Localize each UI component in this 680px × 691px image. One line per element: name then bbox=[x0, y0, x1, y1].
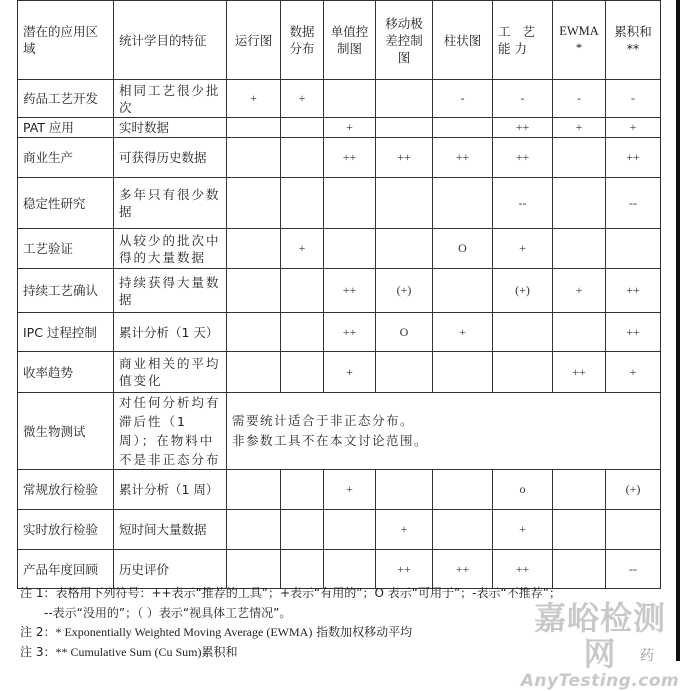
row-feature: 多年只有很少数据 bbox=[114, 178, 227, 229]
cell-symbol bbox=[281, 118, 324, 138]
cell-symbol: + bbox=[553, 269, 606, 313]
note-1-line-2: --表示“没用的”；（ ）表示“视具体工艺情况”。 bbox=[44, 605, 292, 620]
right-edge-bar bbox=[676, 0, 680, 661]
table-row bbox=[18, 269, 661, 313]
table-row bbox=[18, 313, 661, 352]
cell-symbol bbox=[281, 313, 324, 352]
cell-symbol: ++ bbox=[376, 138, 433, 178]
row-feature: 累计分析（1 周） bbox=[114, 470, 227, 510]
row-area: IPC 过程控制 bbox=[18, 313, 114, 352]
row-area: 常规放行检验 bbox=[18, 470, 114, 510]
cell-symbol bbox=[553, 138, 606, 178]
cell-symbol bbox=[433, 470, 493, 510]
table-row bbox=[18, 80, 661, 118]
watermark-corner-logo: 药 bbox=[640, 648, 654, 664]
cell-symbol: + bbox=[606, 352, 661, 393]
note-1-line-1 bbox=[20, 584, 561, 604]
cell-symbol: - bbox=[493, 80, 553, 118]
cell-symbol: ++ bbox=[433, 550, 493, 589]
cell-symbol: + bbox=[324, 118, 376, 138]
cell-symbol: (+) bbox=[493, 269, 553, 313]
table-row bbox=[18, 470, 661, 510]
cell-symbol bbox=[324, 178, 376, 229]
cell-symbol: + bbox=[281, 229, 324, 269]
cell-symbol bbox=[433, 269, 493, 313]
cell-symbol bbox=[227, 510, 281, 550]
cell-symbol: -- bbox=[606, 550, 661, 589]
row-feature: 商业相关的平均值变化 bbox=[114, 352, 227, 393]
cell-symbol bbox=[227, 313, 281, 352]
row-area: 收率趋势 bbox=[18, 352, 114, 393]
row-feature: 短时间大量数据 bbox=[114, 510, 227, 550]
cell-symbol bbox=[227, 352, 281, 393]
note-2-chinese: 指数加权移动平均 bbox=[312, 625, 413, 639]
note-3-english: ** Cumulative Sum (Cu Sum) bbox=[55, 644, 202, 659]
header-process-capability: 工 艺 能力 bbox=[493, 1, 553, 80]
row-feature: 持续获得大量数据 bbox=[114, 269, 227, 313]
note-2 bbox=[20, 623, 561, 643]
note-1-prefix: 注 1： bbox=[20, 586, 56, 600]
cell-symbol: (+) bbox=[606, 470, 661, 510]
row-area: 工艺验证 bbox=[18, 229, 114, 269]
cell-symbol: O bbox=[376, 313, 433, 352]
cell-symbol bbox=[281, 470, 324, 510]
note-3-chinese: 累积和 bbox=[201, 644, 238, 659]
cell-symbol: ++ bbox=[553, 352, 606, 393]
cell-symbol bbox=[606, 229, 661, 269]
table-row bbox=[18, 178, 661, 229]
cell-symbol bbox=[324, 229, 376, 269]
cell-symbol bbox=[553, 178, 606, 229]
cell-symbol bbox=[376, 80, 433, 118]
merged-note-line-1: 需要统计适合于非正态分布。 bbox=[232, 413, 415, 428]
row-area: 微生物测试 bbox=[18, 393, 114, 470]
watermark-chinese: 嘉峪检测网 bbox=[533, 599, 666, 673]
cell-symbol: + bbox=[606, 118, 661, 138]
cell-symbol bbox=[553, 229, 606, 269]
header-statistical-purpose: 统计学目的特征 bbox=[114, 1, 227, 80]
cell-symbol: ++ bbox=[493, 550, 553, 589]
cell-symbol bbox=[281, 178, 324, 229]
row-area: PAT 应用 bbox=[18, 118, 114, 138]
cell-symbol bbox=[606, 510, 661, 550]
cell-symbol: ++ bbox=[493, 118, 553, 138]
row-feature: 可获得历史数据 bbox=[114, 138, 227, 178]
cell-symbol: ++ bbox=[324, 313, 376, 352]
cell-symbol: -- bbox=[606, 178, 661, 229]
row-area: 产品年度回顾 bbox=[18, 550, 114, 589]
cell-symbol: + bbox=[493, 229, 553, 269]
cell-symbol: + bbox=[324, 470, 376, 510]
cell-symbol bbox=[433, 178, 493, 229]
cell-symbol bbox=[553, 313, 606, 352]
cell-symbol bbox=[553, 470, 606, 510]
cell-symbol bbox=[433, 352, 493, 393]
table-row bbox=[18, 118, 661, 138]
cell-symbol: (+) bbox=[376, 269, 433, 313]
cell-symbol: ++ bbox=[606, 313, 661, 352]
header-cusum: 累积和 ** bbox=[606, 1, 661, 80]
cell-symbol: + bbox=[376, 510, 433, 550]
cell-symbol bbox=[227, 229, 281, 269]
watermark-english: AnyTesting.com bbox=[520, 671, 680, 691]
header-ewma: EWMA * bbox=[553, 1, 606, 80]
note-2-english: * Exponentially Weighted Moving Average (EWMA) bbox=[55, 625, 313, 639]
header-run-chart: 运行图 bbox=[227, 1, 281, 80]
watermark bbox=[520, 600, 680, 690]
header-application-area: 潜在的应用区域 bbox=[18, 1, 114, 80]
cell-symbol bbox=[493, 352, 553, 393]
cell-symbol: ++ bbox=[324, 269, 376, 313]
cell-symbol: + bbox=[553, 118, 606, 138]
row-feature: 对任何分析均有滞后性（1 周）；在物料中不是非正态分布 bbox=[114, 393, 227, 470]
cell-symbol: ++ bbox=[493, 138, 553, 178]
row-area: 实时放行检验 bbox=[18, 510, 114, 550]
cell-symbol bbox=[376, 470, 433, 510]
cell-symbol: -- bbox=[493, 178, 553, 229]
statistical-tools-table bbox=[17, 0, 661, 589]
table-row bbox=[18, 138, 661, 178]
cell-symbol: O bbox=[433, 229, 493, 269]
cell-symbol bbox=[376, 118, 433, 138]
header-individual-control-chart: 单值控制图 bbox=[324, 1, 376, 80]
cell-symbol: + bbox=[493, 510, 553, 550]
cell-symbol: o bbox=[493, 470, 553, 510]
header-moving-range-chart: 移动极差控制图 bbox=[376, 1, 433, 80]
cell-symbol bbox=[376, 178, 433, 229]
cell-symbol bbox=[227, 118, 281, 138]
cell-symbol bbox=[227, 138, 281, 178]
row-area: 药品工艺开发 bbox=[18, 80, 114, 118]
cell-symbol: - bbox=[606, 80, 661, 118]
note-3 bbox=[20, 643, 561, 663]
cell-symbol bbox=[553, 510, 606, 550]
header-histogram: 柱状图 bbox=[433, 1, 493, 80]
header-data-distribution: 数据分布 bbox=[281, 1, 324, 80]
cell-symbol: ++ bbox=[606, 269, 661, 313]
cell-symbol bbox=[281, 550, 324, 589]
note-3-prefix: 注 3： bbox=[20, 644, 56, 659]
cell-symbol bbox=[324, 550, 376, 589]
note-2-prefix: 注 2： bbox=[20, 625, 56, 639]
cell-symbol: - bbox=[433, 80, 493, 118]
cell-symbol bbox=[227, 269, 281, 313]
cell-symbol bbox=[493, 313, 553, 352]
table-notes bbox=[20, 584, 561, 662]
row-feature: 历史评价 bbox=[114, 550, 227, 589]
cell-symbol: ++ bbox=[376, 550, 433, 589]
cell-symbol bbox=[376, 352, 433, 393]
row-feature: 相同工艺很少批次 bbox=[114, 80, 227, 118]
cell-symbol: + bbox=[324, 352, 376, 393]
cell-symbol: ++ bbox=[606, 138, 661, 178]
merged-note-cell bbox=[227, 393, 661, 470]
cell-symbol bbox=[376, 229, 433, 269]
cell-symbol: - bbox=[553, 80, 606, 118]
cell-symbol: + bbox=[433, 313, 493, 352]
table-row bbox=[18, 550, 661, 589]
cell-symbol bbox=[324, 510, 376, 550]
row-area: 商业生产 bbox=[18, 138, 114, 178]
cell-symbol: + bbox=[281, 80, 324, 118]
cell-symbol bbox=[281, 269, 324, 313]
cell-symbol bbox=[433, 118, 493, 138]
row-feature: 累计分析（1 天） bbox=[114, 313, 227, 352]
cell-symbol bbox=[281, 510, 324, 550]
row-area: 持续工艺确认 bbox=[18, 269, 114, 313]
header-row bbox=[18, 1, 661, 80]
cell-symbol bbox=[281, 138, 324, 178]
cell-symbol: ++ bbox=[433, 138, 493, 178]
cell-symbol bbox=[324, 80, 376, 118]
cell-symbol bbox=[227, 550, 281, 589]
row-area: 稳定性研究 bbox=[18, 178, 114, 229]
table-row bbox=[18, 510, 661, 550]
row-feature: 实时数据 bbox=[114, 118, 227, 138]
cell-symbol bbox=[227, 470, 281, 510]
cell-symbol: ++ bbox=[324, 138, 376, 178]
cell-symbol bbox=[433, 510, 493, 550]
cell-symbol: + bbox=[227, 80, 281, 118]
note-1-text: 表格用下列符号：++表示“推荐的工具”；+表示“有用的”；O 表示“可用于”；-表示“不推荐”； bbox=[55, 586, 561, 600]
cell-symbol bbox=[227, 178, 281, 229]
table-row-merged bbox=[18, 393, 661, 470]
cell-symbol bbox=[553, 550, 606, 589]
table-row bbox=[18, 352, 661, 393]
table-row bbox=[18, 229, 661, 269]
row-feature: 从较少的批次中得的大量数据 bbox=[114, 229, 227, 269]
merged-note-line-2: 非参数工具不在本文讨论范围。 bbox=[232, 433, 429, 448]
cell-symbol bbox=[281, 352, 324, 393]
